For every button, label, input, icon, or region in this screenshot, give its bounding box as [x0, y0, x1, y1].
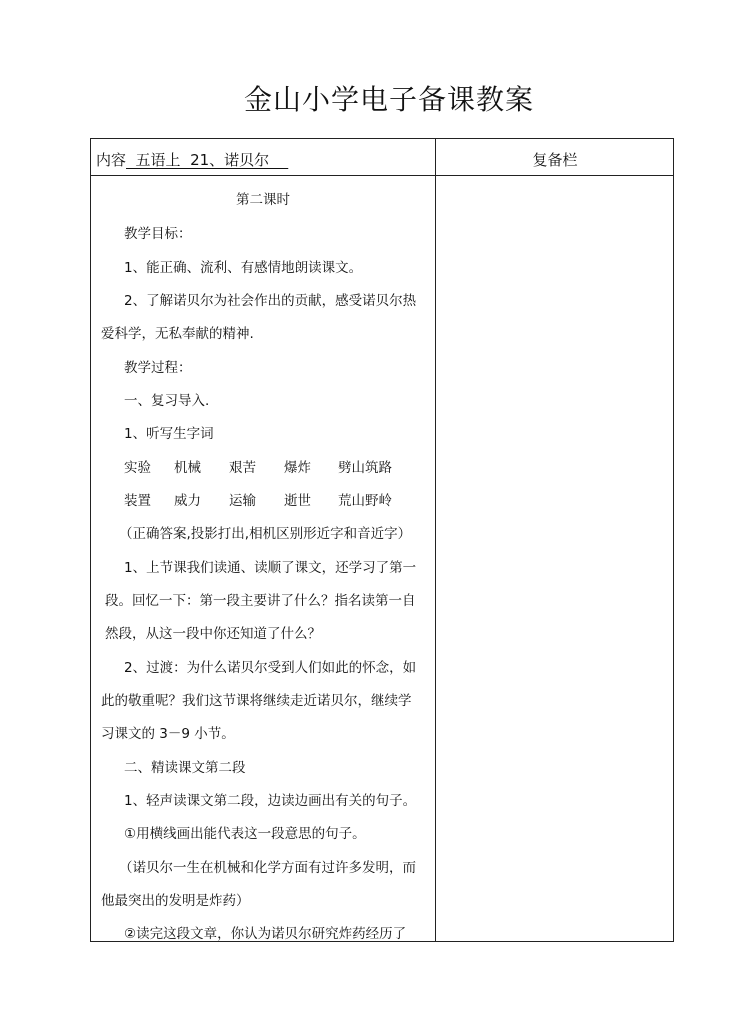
- content-label: 内容: [96, 151, 127, 169]
- page-title: 金山小学电子备课教案: [243, 83, 534, 116]
- part-1-heading: 一、复习导入.: [124, 393, 210, 409]
- answer-1-line-2: 他最突出的发明是炸药）: [101, 893, 250, 909]
- content-header: [96, 149, 288, 170]
- question-1: ①用横线画出能代表这一段意思的句子。: [124, 826, 366, 842]
- part-2-heading: 二、精读课文第二段: [124, 760, 246, 776]
- word: 劈山筑路: [338, 460, 392, 476]
- goals-heading: 教学目标：: [124, 226, 192, 242]
- word: 荒山野岭: [338, 493, 392, 509]
- word: 实验: [124, 460, 151, 476]
- goal-2-line-1: 2、了解诺贝尔为社会作出的贡献，感受诺贝尔热: [124, 293, 417, 309]
- read-step-1: 1、轻声读课文第二段，边读边画出有关的句子。: [124, 793, 417, 809]
- review-1-line-1: 1、上节课我们读通、读顺了课文，还学习了第一: [124, 560, 417, 576]
- transition-line-2: 此的敬重呢？我们这节课将继续走近诺贝尔，继续学: [101, 693, 412, 709]
- column-divider: [435, 139, 436, 941]
- word: 艰苦: [229, 460, 256, 476]
- goal-2-line-2: 爱科学，无私奉献的精神.: [101, 326, 254, 342]
- period-label: 第二课时: [236, 192, 290, 208]
- word: 爆炸: [284, 460, 311, 476]
- transition-line-1: 2、过渡：为什么诺贝尔受到人们如此的怀念，如: [124, 660, 417, 676]
- content-value: 五语上 21、诺贝尔: [126, 151, 289, 169]
- lesson-plan-table: [90, 138, 674, 942]
- word: 装置: [124, 493, 151, 509]
- goal-1: 1、能正确、流利、有感情地朗读课文。: [124, 260, 363, 276]
- process-heading: 教学过程：: [124, 360, 192, 376]
- review-column-header: 复备栏: [532, 151, 578, 169]
- word: 逝世: [284, 493, 311, 509]
- dictation-note: （正确答案,投影打出,相机区别形近字和音近字）: [119, 526, 412, 542]
- transition-line-3: 习课文的 3－9 小节。: [101, 726, 235, 742]
- word: 威力: [174, 493, 201, 509]
- question-2: ②读完这段文章，你认为诺贝尔研究炸药经历了: [124, 926, 407, 942]
- answer-1-line-1: （诺贝尔一生在机械和化学方面有过许多发明，而: [119, 860, 416, 876]
- word: 机械: [174, 460, 201, 476]
- step-1: 1、听写生字词: [124, 426, 214, 442]
- review-1-line-3: 然段，从这一段中你还知道了什么？: [105, 626, 321, 642]
- review-1-line-2: 段。回忆一下：第一段主要讲了什么？指名读第一自: [105, 593, 416, 609]
- word: 运输: [229, 493, 256, 509]
- header-divider: [91, 175, 673, 176]
